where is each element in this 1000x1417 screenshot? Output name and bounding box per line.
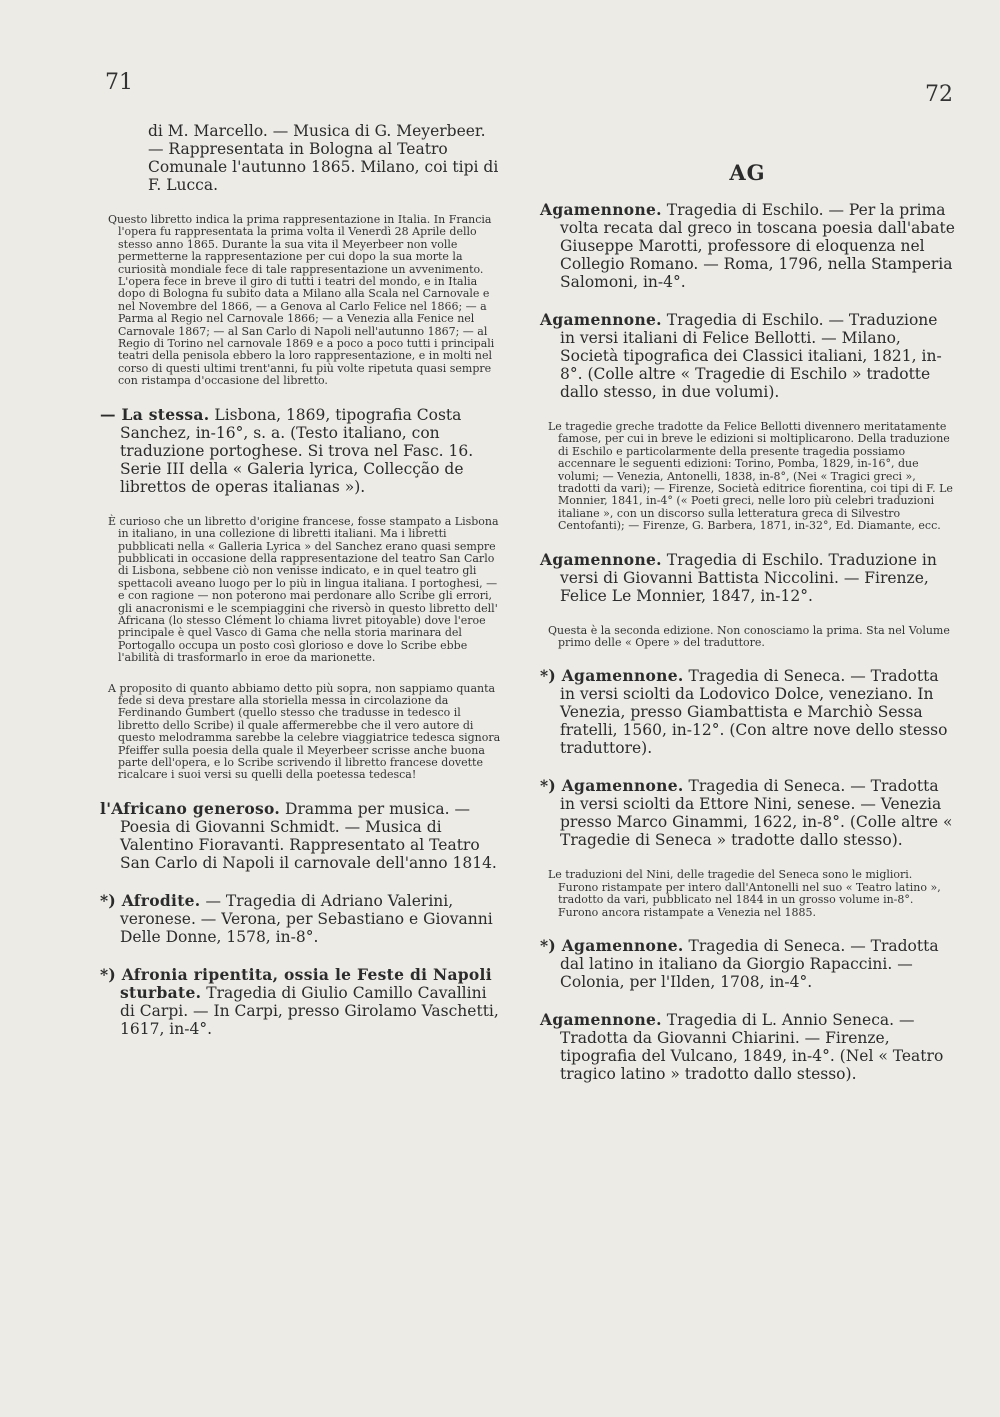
entry-text: Lisbona, 1869, tipografia Costa Sanchez, in-16°, s. a. (Testo italiano, con traduzione portoghese. Si trova nel Fasc. 16. Serie III della « Galeria lyrica, Collecção de librettos de operas italianas »). [120,405,474,496]
catalog-entry [540,551,955,605]
catalog-entry [540,1011,955,1083]
entry-text: Tragedia di Eschilo. — Traduzione in versi italiani di Felice Bellotti. — Milano, Società tipografica dei Classici italiani, 1821, in-8°. (Colle altre « Tragedie di Eschilo » tradotte dallo stesso, in due volumi). [560,311,942,401]
bibliographic-note: Questo libretto indica la prima rappresentazione in Italia. In Francia l'opera fu rappresentata la prima volta il Venerdì 28 Aprile dello stesso anno 1865. Durante la sua vita il Meyerbeer non volle permetterne la rappresentazione per cui dopo la sua morte la curiosità mondiale fece di tale rappresentazione un avvenimento. L'opera fece in breve il giro di tutti i teatri del mondo, e in Italia dopo di Bologna fu subito data a Milano alla Scala nel Carnovale e nel Novembre del 1866, — a Genova al Carlo Felice nel 1866; — a Parma al Regio nel Carnovale 1866; — a Venezia alla Fenice nel Carnovale 1867; — al San Carlo di Napoli nell'autunno 1867; — al Regio di Torino nel carnovale 1869 e a poco a poco tutti i principali teatri della penisola ebbero la loro rappresentazione, e in molti nel corso di questi ultimi trent'anni, fu più volte ripetuta quasi sempre con ristampa d'occasione del libretto. [108,213,495,388]
catalog-entry [100,966,505,1038]
catalog-entry [540,777,955,849]
catalog-entry [540,937,955,991]
entry-text: Tragedia di Seneca. — Tradotta in versi sciolti da Lodovico Dolce, veneziano. In Venezia, presso Giambattista e Marchiò Sessa fratelli, 1560, in-12°. (Con altre nove dello stesso traduttore). [560,667,948,758]
entry-text: Tragedia di Eschilo. Traduzione in versi di Giovanni Battista Niccolini. — Firenze, Felice Le Monnier, 1847, in-12°. [560,550,937,605]
entry-headword: l'Africano generoso. [100,798,281,818]
catalog-entry [100,800,505,872]
left-column [100,122,505,1058]
catalog-entry [540,311,955,401]
page-number-left: 71 [105,70,133,95]
entry-headword: *) Afrodite. [100,890,201,910]
entry-headword: Agamennone. [540,549,662,569]
entry-text: Tragedia di Giulio Camillo Cavallini di Carpi. — In Carpi, presso Girolamo Vaschetti, 1617, in-4°. [120,983,499,1038]
bibliographic-note: È curioso che un libretto d'origine francese, fosse stampato a Lisbona in italiano, in una collezione di libretti italiani. Ma i libretti pubblicati nella « Galleria Lyrica » del Sanchez erano quasi sempre pubblicati in occasione della rappresentazione del teatro San Carlo di Lisbona, sebbene ciò non venisse indicato, e in quel teatro gli spettacoli aveano luogo per lo più in lingua italiana. I portoghesi, — e con ragione — non poterono mai perdonare allo Scribe gli errori, gli anacronismi e le scempiaggini che riversò in questo libretto dell' Africana (lo stesso Clément lo chiama livret pitoyable) dove l'eroe principale è quel Vasco di Gama che nella storia marinara del Portogallo occupa un posto così glorioso e dove lo Scribe ebbe l'abilità di trasformarlo in eroe da marionette. [108,514,499,665]
right-column [540,160,955,1103]
catalog-entry [540,667,955,757]
entry-text: Tragedia di Eschilo. — Per la prima volta recata dal greco in toscana poesia dall'abate Giuseppe Marotti, professore di eloquenza nel Collegio Romano. — Roma, 1796, nella Stamperia Salomoni, in-4°. [560,201,955,291]
entry-headword: Agamennone. [540,1010,662,1030]
bibliographic-note: Questa è la seconda edizione. Non conosciamo la prima. Sta nel Volume primo delle « Opere » del traduttore. [548,623,950,650]
entry-text: Tragedia di L. Annio Seneca. — Tradotta da Giovanni Chiarini. — Firenze, tipografia del Vulcano, 1849, in-4°. (Nel « Teatro tragico latino » tradotto dallo stesso). [560,1011,944,1084]
entry-headword: Agamennone. [540,310,662,329]
section-heading: AG [729,160,766,185]
page-number-right: 72 [925,82,953,107]
bibliographic-note: A proposito di quanto abbiamo detto più sopra, non sappiamo quanta fede si deva prestare alla storiella messa in circolazione da Ferdinando Gumbert (quello stesso che tradusse in tedesco il libretto dello Scribe) il quale affermerebbe che il vero autore di questo melodramma sarebbe la celebre viaggiatrice tedesca signora Pfeiffer sulla poesia della quale il Meyerbeer scrisse anche buona parte dell'opera, e lo Scribe scrivendo il libretto francese dovette ricalcare i suoi versi su quelli della poetessa tedesca! [108,681,501,782]
entry-continuation: di M. Marcello. — Musica di G. Meyerbeer. — Rappresentata in Bologna al Teatro Comunale l'autunno 1865. Milano, coi tipi di F. Lucca. [148,122,499,194]
entry-headword: — La stessa. [100,404,210,424]
catalog-entry [540,201,955,291]
entry-headword: *) Agamennone. [540,776,684,796]
bibliographic-note: Le traduzioni del Nini, delle tragedie del Seneca sono le migliori. Furono ristampate per intero dall'Antonelli nel suo « Teatro latino », tradotto da vari, pubblicato nel 1844 in un grosso volume in-8°. Furono ancora ristampate a Venezia nel 1885. [548,868,941,919]
entry-headword: *) Agamennone. [540,666,684,686]
entry-text: Tragedia di Seneca. — Tradotta dal latino in italiano da Giorgio Rapaccini. — Colonia, per l'Ilden, 1708, in-4°. [560,937,939,992]
entry-text: Dramma per musica. — Poesia di Giovanni Schmidt. — Musica di Valentino Fioravanti. Rappresentato al Teatro San Carlo di Napoli il carnovale dell'anno 1814. [120,799,497,872]
entry-headword: *) Agamennone. [540,936,684,956]
entry-text: Tragedia di Seneca. — Tradotta in versi sciolti da Ettore Nini, senese. — Venezia presso Marco Ginammi, 1622, in-8°. (Colle altre « Tragedie di Seneca » tradotte dallo stesso). [560,777,953,850]
bibliographic-note: Le tragedie greche tradotte da Felice Bellotti divennero meritatamente famose, per cui in breve le edizioni si moltiplicarono. Della traduzione di Eschilo e particolarmente della presente tragedia possiamo accennare le seguenti edizioni: Torino, Pomba, 1829, in-16°, due volumi; — Venezia, Antonelli, 1838, in-8°, (Nei « Tragici greci », tradotti da vari); — Firenze, Società editrice fiorentina, coi tipi di F. Le Monnier, 1841, in-4° (« Poeti greci, nelle loro più celebri traduzioni italiane », con un discorso sulla letteratura greca di Silvestro Centofanti); — Firenze, G. Barbera, 1871, in-32°, Ed. Diamante, ecc. [548,420,953,533]
catalog-entry [100,406,505,496]
entry-headword: Agamennone. [540,200,662,219]
entry-headword: *) Afronia ripentita, ossia le Feste di Napoli sturbate. [100,964,492,1002]
catalog-entry [100,892,505,946]
entry-text: — Tragedia di Adriano Valerini, veronese. — Verona, per Sebastiano e Giovanni Delle Donne, 1578, in-8°. [120,891,493,946]
